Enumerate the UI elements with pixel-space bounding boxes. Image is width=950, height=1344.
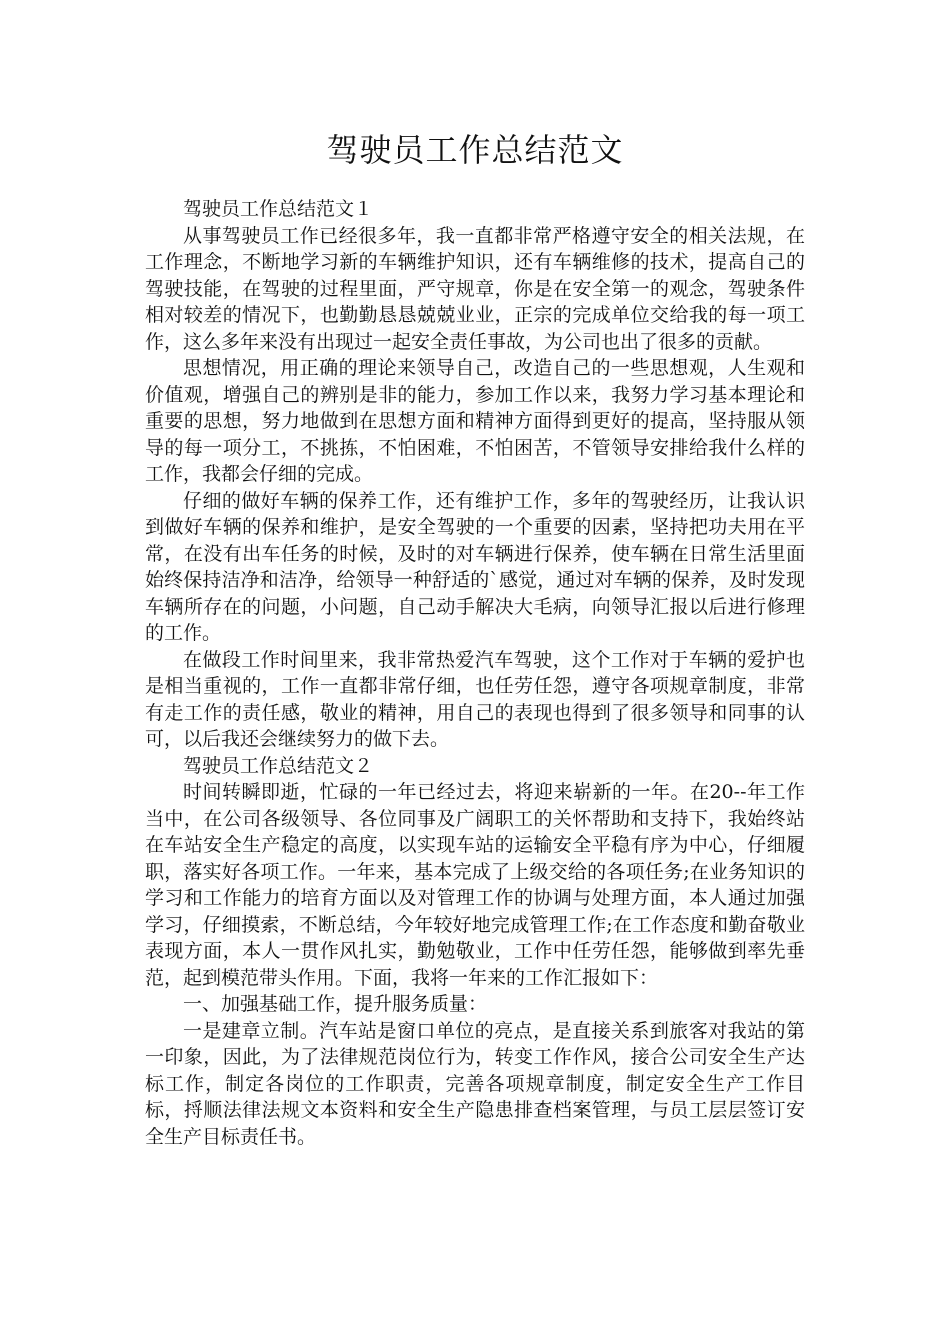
- paragraph: 从事驾驶员工作已经很多年，我一直都非常严格遵守安全的相关法规，在工作理念，不断地学习新的车辆维护知识，还有车辆维修的技术，提高自己的驾驶技能，在驾驶的过程里面，严守规章，你是在安全第一的观念，驾驶条件相对较差的情况下，也勤勤恳恳兢兢业业，正宗的完成单位交给我的每一项工作，这么多年来没有出现过一起安全责任事故，为公司也出了很多的贡献。: [145, 224, 805, 353]
- paragraph: 时间转瞬即逝，忙碌的一年已经过去，将迎来崭新的一年。在20--年工作当中，在公司各级领导、各位同事及广阔职工的关怀帮助和支持下，我始终站在车站安全生产稳定的高度，以实现车站的运输安全平稳有序为中心，仔细履职，落实好各项工作。一年来，基本完成了上级交给的各项任务;在业务知识的学习和工作能力的培育方面以及对管理工作的协调与处理方面，本人通过加强学习，仔细摸索，不断总结，今年较好地完成管理工作;在工作态度和勤奋敬业表现方面，本人一贯作风扎实，勤勉敬业，工作中任劳任怨，能够做到率先垂范，起到模范带头作用。下面，我将一年来的工作汇报如下：: [145, 781, 805, 989]
- paragraph: 在做段工作时间里来，我非常热爱汽车驾驶，这个工作对于车辆的爱护也是相当重视的，工作一直都非常仔细，也任劳任怨，遵守各项规章制度，非常有走工作的责任感，敬业的精神，用自己的表现也得到了很多领导和同事的认可，以后我还会继续努力的做下去。: [145, 648, 805, 750]
- paragraph-heading-1: 驾驶员工作总结范文１: [183, 198, 374, 220]
- document-body: [145, 196, 805, 1150]
- paragraph: 仔细的做好车辆的保养工作，还有维护工作，多年的驾驶经历，让我认识到做好车辆的保养和维护，是安全驾驶的一个重要的因素，坚持把功夫用在平常，在没有出车任务的时候，及时的对车辆进行保养，使车辆在日常生活里面始终保持洁净和洁净，给领导一种舒适的`感觉，通过对车辆的保养，及时发现车辆所存在的问题，小问题，自己动手解决大毛病，向领导汇报以后进行修理的工作。: [145, 489, 805, 644]
- paragraph: 思想情况，用正确的理论来领导自己，改造自己的一些思想观，人生观和价值观，增强自己的辨别是非的能力，参加工作以来，我努力学习基本理论和重要的思想，努力地做到在思想方面和精神方面得到更好的提高，坚持服从领导的每一项分工，不挑拣，不怕困难，不怕困苦，不管领导安排给我什么样的工作，我都会仔细的完成。: [145, 357, 805, 485]
- paragraph-heading-2: 驾驶员工作总结范文２: [183, 754, 374, 777]
- document-title: 驾驶员工作总结范文: [326, 131, 624, 169]
- section-heading: 一、加强基础工作，提升服务质量：: [183, 993, 488, 1015]
- paragraph: 一是建章立制。汽车站是窗口单位的亮点，是直接关系到旅客对我站的第一印象，因此，为了法律规范岗位行为，转变工作作风，接合公司安全生产达标工作，制定各岗位的工作职责，完善各项规章制度，制定安全生产工作目标，捋顺法律法规文本资料和安全生产隐患排查档案管理，与员工层层签订安全生产目标责任书。: [145, 1019, 805, 1148]
